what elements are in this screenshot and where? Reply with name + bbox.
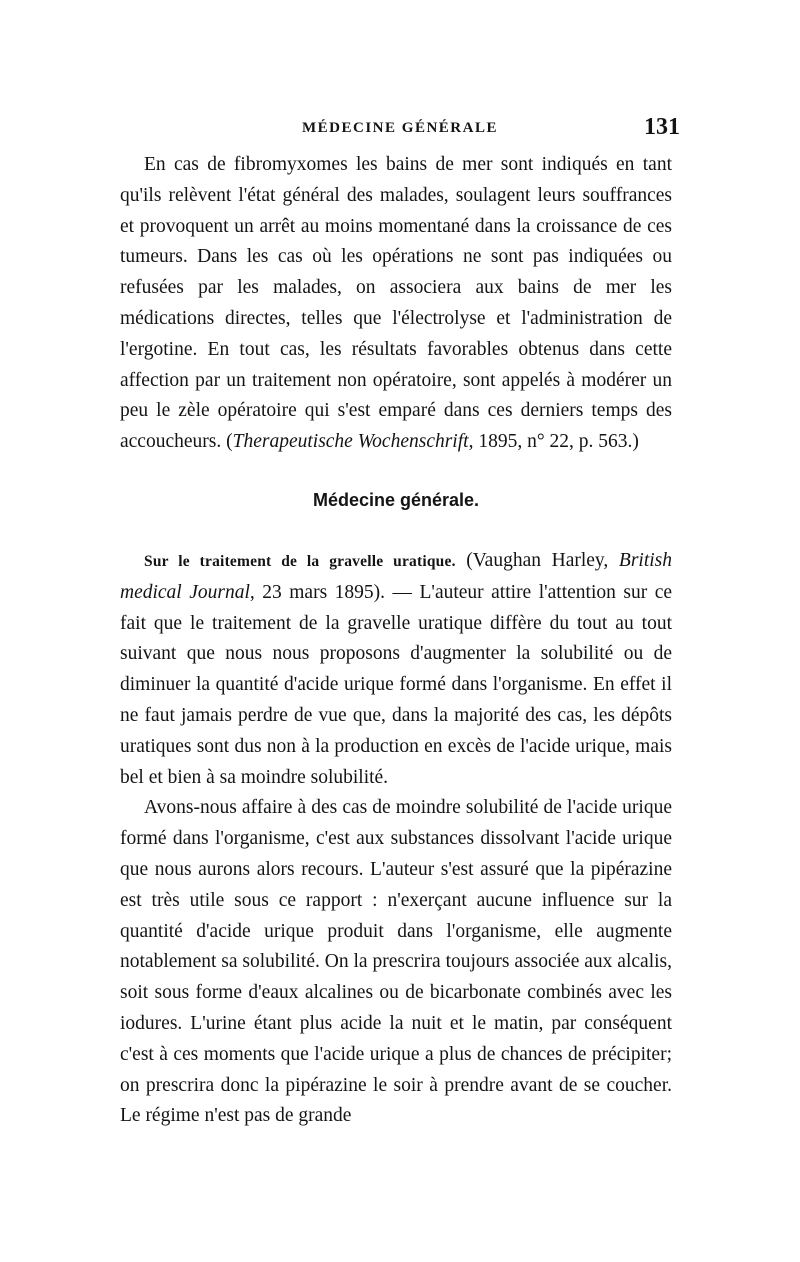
paragraph-text: En cas de fibromyxomes les bains de mer sont indiqués en tant qu'ils relèvent l'état général des malades, soulagent leurs souffrances et provoquent un arrêt au moins momentané dans la croissance de ces tumeurs. Dans les cas où les opérations ne sont pas indiquées ou refusées par les malades, on associera aux bains de mer les médications directes, telles que l'électrolyse et l'administration de l'ergotine. En tout cas, les résultats favorables obtenus dans cette affection par un traitement non opératoire, sont appelés à modérer un peu le zèle opératoire qui s'est emparé dans ces derniers temps des accoucheurs. ( — [120, 154, 672, 453]
running-title: MÉDECINE GÉNÉRALE — [302, 120, 498, 136]
source-journal-title: Therapeutische Wochenschrift — [232, 431, 469, 453]
section-heading: Médecine générale. — [312, 489, 480, 510]
body-text — [120, 150, 672, 1132]
paragraph-fibromyxomes — [120, 150, 672, 458]
article-author: (Vaughan Harley, — [455, 549, 619, 571]
article-title: Sur le traitement de la gravelle uratique. — [144, 552, 456, 570]
article-paragraph-2: Avons-nous affaire à des cas de moindre solubilité de l'acide urique formé dans l'organisme, c'est aux substances dissolvant l'acide urique que nous aurons alors recours. L'auteur s'est assuré que la pipérazine est très utile sous ce rapport : n'exerçant aucune influence sur la quantité d'acide urique produit dans l'organisme, elle augmente notablement sa solubilité. On la prescrira toujours associée aux alcalis, soit sous forme d'eaux alcalines ou de bicarbonate combinés avec les iodures. L'urine étant plus acide la nuit et le matin, par conséquent c'est à ces moments que l'acide urique a plus de chances de précipiter; on prescrira donc la pipérazine le soir à prendre avant de se coucher. Le régime n'est pas de grande — [120, 797, 672, 1127]
page-number: 131 — [644, 114, 680, 140]
article-paragraph-1 — [120, 546, 672, 793]
source-citation: , 1895, n° 22, p. 563.) — [468, 431, 639, 453]
running-head — [120, 114, 680, 144]
article-text: , 23 mars 1895). — L'auteur attire l'attention sur ce fait que le traitement de la gravelle uratique diffère du tout au tout suivant que nous nous proposons d'augmenter la solubilité ou de diminuer la quantité d'acide urique formé dans l'organisme. En effet il ne faut jamais perdre de vue que, dans la majorité des cas, les dépôts uratiques sont dus non à la production en excès de l'acide urique, mais bel et bien à sa moindre solubilité. — [120, 581, 673, 788]
article-journal: British medical Journal — [120, 549, 672, 603]
